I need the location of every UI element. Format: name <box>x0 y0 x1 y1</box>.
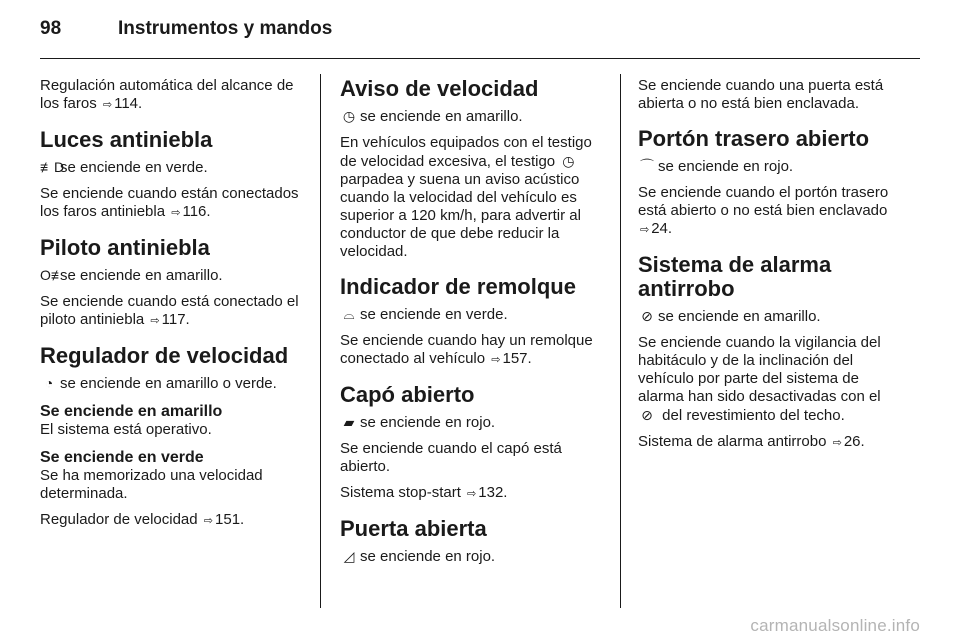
hood-open-icon: ▰ <box>343 414 355 430</box>
trailer-description: Se enciende cuando hay un remolque conectado al vehículo ⇨ 157. <box>340 332 593 367</box>
reference-arrow-icon: ⇨ <box>203 515 214 527</box>
hood-description: Se enciende cuando el capó está abierto. <box>340 440 562 475</box>
reference-arrow-icon: ⇨ <box>832 437 842 449</box>
hood-status: ▰ se enciende en rojo. <box>340 413 602 432</box>
subheading-amber: Se enciende en amarillo <box>40 403 223 420</box>
fog-description: Se enciende cuando están conectados los faros antiniebla ⇨ 116. <box>40 185 299 220</box>
trailer-icon: ⌓ <box>343 306 355 322</box>
speed-warning-icon: ◷ <box>562 153 575 169</box>
page-reference[interactable]: 151. <box>215 511 245 528</box>
cruise-control-icon: ◔ <box>44 375 54 391</box>
front-fog-light-icon: ≢D <box>40 159 65 175</box>
reference-arrow-icon: ⇨ <box>150 315 160 327</box>
section-heading-fog-lights: Luces antiniebla <box>40 127 213 152</box>
reference-arrow-icon: ⇨ <box>171 207 181 219</box>
section-heading-door-open: Puerta abierta <box>340 516 487 541</box>
section-heading-rear-fog: Piloto antiniebla <box>40 235 210 260</box>
page-reference[interactable]: 24. <box>651 220 673 237</box>
green-description: Se ha memorizado una velocidad determinada. <box>40 467 263 502</box>
page-reference[interactable]: 26. <box>843 433 865 450</box>
alarm-sensor-off-icon: ⊘ <box>641 407 653 423</box>
alarm-sensor-off-icon: ⊘ <box>641 308 653 324</box>
speed-description: En vehículos equipados con el testigo de velocidad excesiva, el testigo ◷ parpadea y suena un aviso acústico cuando la velocidad del vehículo es superior a 120 km/h, para advertir al conductor de que debe reducir la velocidad. <box>340 134 592 260</box>
section-heading-hood-open: Capó abierto <box>340 382 475 407</box>
section-heading-trailer: Indicador de remolque <box>340 274 576 299</box>
tailgate-status: ⌒ se enciende en rojo. <box>640 158 794 175</box>
reference-arrow-icon: ⇨ <box>102 99 113 111</box>
section-heading-anti-theft-alarm: Sistema de alarma antirrobo <box>638 252 832 301</box>
header-rule <box>40 58 920 59</box>
column-3 <box>638 77 900 460</box>
page-title: Instrumentos y mandos <box>118 18 333 39</box>
page-header <box>40 18 920 40</box>
tailgate-description: Se enciende cuando el portón trasero está abierto o no está bien enclavado ⇨ 24. <box>638 184 889 237</box>
door-status: ◿ se enciende en rojo. <box>340 547 602 566</box>
column-divider <box>320 74 321 608</box>
page-reference[interactable]: 117. <box>161 311 190 328</box>
trailer-status: ⌓ se enciende en verde. <box>340 305 602 324</box>
page-number: 98 <box>40 18 62 39</box>
page-reference[interactable]: 132. <box>478 484 508 501</box>
door-description: Se enciende cuando una puerta está abierta o no está bien enclavada. <box>638 77 884 112</box>
tailgate-open-icon: ⌒ <box>640 158 654 174</box>
speed-status: ◷ se enciende en amarillo. <box>340 107 602 126</box>
alarm-reference: Sistema de alarma antirrobo ⇨ 26. <box>638 433 865 450</box>
page-reference[interactable]: 116. <box>182 203 211 220</box>
alarm-description: Se enciende cuando la vigilancia del habitáculo y de la inclinación del vehículo por parte del sistema de alarma han sido desactivadas con el ⊘ del revestimiento del techo. <box>638 334 881 424</box>
section-heading-tailgate-open: Portón trasero abierto <box>638 126 870 151</box>
alarm-status: ⊘ se enciende en amarillo. <box>638 307 900 326</box>
reference-arrow-icon: ⇨ <box>640 224 650 236</box>
section-heading-speed-warning: Aviso de velocidad <box>340 76 539 101</box>
cruise-reference: Regulador de velocidad ⇨ 151. <box>40 511 245 528</box>
column-2 <box>340 77 602 574</box>
rear-fog-light-icon: O≢ <box>40 267 65 283</box>
amber-description: El sistema está operativo. <box>40 421 212 438</box>
rear-fog-description: Se enciende cuando está conectado el piloto antiniebla ⇨ 117. <box>40 293 299 328</box>
speed-warning-icon: ◷ <box>342 108 356 124</box>
rear-fog-status: O≢se enciende en amarillo. <box>40 267 223 284</box>
reference-arrow-icon: ⇨ <box>491 354 501 366</box>
subheading-green: Se enciende en verde <box>40 449 204 466</box>
section-heading-cruise-control: Regulador de velocidad <box>40 343 289 368</box>
page-reference[interactable]: 157. <box>502 350 532 367</box>
cruise-status: ◔ se enciende en amarillo o verde. <box>40 374 302 393</box>
hood-reference: Sistema stop-start ⇨ 132. <box>340 484 508 501</box>
reference-arrow-icon: ⇨ <box>467 488 477 500</box>
door-open-icon: ◿ <box>343 548 355 564</box>
column-divider <box>620 74 621 608</box>
page-reference[interactable]: 114. <box>114 95 143 112</box>
intro-paragraph: Regulación automática del alcance de los faros ⇨ 114. <box>40 77 294 112</box>
column-1 <box>40 77 302 538</box>
fog-status: ≢Dse enciende en verde. <box>40 159 208 176</box>
watermark: carmanualsonline.info <box>750 616 920 635</box>
